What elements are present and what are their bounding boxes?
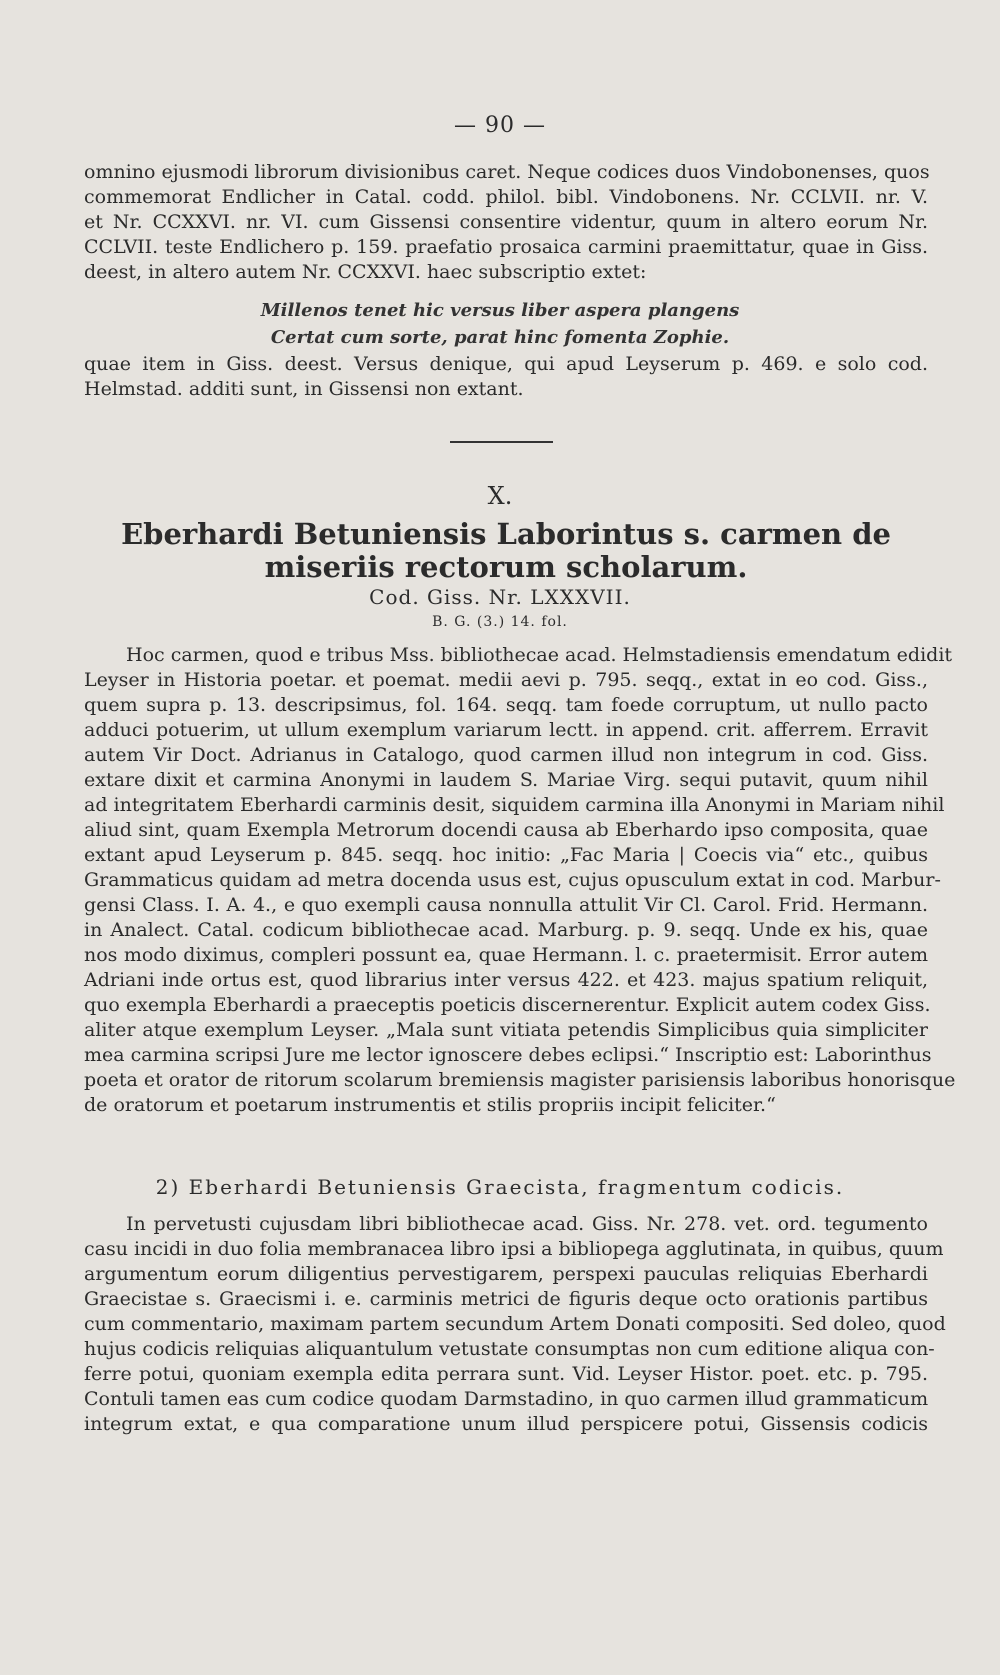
text-line: adduci potuerim, ut ullum exemplum variarum lectt. in append. crit. afferrem. Erravit <box>84 719 928 741</box>
text-line: Graecistae s. Graecismi i. e. carminis metrici de figuris deque octo orationis partibus <box>84 1288 928 1310</box>
text-line: Helmstad. additi sunt, in Gissensi non extant. <box>84 378 524 400</box>
text-line: ferre potui, quoniam exempla edita perrara sunt. Vid. Leyser Histor. poet. etc. p. 795. <box>84 1363 928 1385</box>
section-number: X. <box>487 482 513 510</box>
shelf-signature: B. G. (3.) 14. fol. <box>432 614 568 630</box>
text-line: Contuli tamen eas cum codice quodam Darmstadino, in quo carmen illud grammaticum <box>84 1388 929 1410</box>
paragraph-top <box>84 160 928 285</box>
text-line: poeta et orator de ritorum scolarum bremiensis magister parisiensis laboribus honorisque <box>84 1069 956 1091</box>
text-line: CCLVII. teste Endlichero p. 159. praefatio prosaica carmini praemittatur, quae in Giss. <box>84 236 928 258</box>
verse-line-1: Millenos tenet hic versus liber aspera plangens <box>260 300 740 321</box>
text-line: quem supra p. 13. descripsimus, fol. 164. seqq. tam foede corruptum, ut nullo pacto <box>84 694 928 716</box>
paragraph-last <box>84 1212 946 1437</box>
text-line: Leyser in Historia poetar. et poemat. medii aevi p. 795. seqq., extat in eo cod. Giss., <box>84 669 928 691</box>
text-line: et Nr. CCXXVI. nr. VI. cum Gissensi consentire videntur, quum in altero eorum Nr. <box>84 211 928 233</box>
text-line: Adriani inde ortus est, quod librarius inter versus 422. et 423. majus spatium reliquit, <box>84 969 928 991</box>
text-line: autem Vir Doct. Adrianus in Catalogo, quod carmen illud non integrum in cod. Giss. <box>84 744 928 766</box>
codex-reference: Cod. Giss. Nr. LXXXVII. <box>369 585 631 609</box>
text-line: quo exempla Eberhardi a praeceptis poeticis discernerentur. Explicit autem codex Giss. <box>84 994 931 1016</box>
text-line: in Analect. Catal. codicum bibliothecae acad. Marburg. p. 9. seqq. Unde ex his, quae <box>84 919 928 941</box>
paragraph-main <box>84 643 956 1118</box>
subsection-title: 2) Eberhardi Betuniensis Graecista, fragmentum codicis. <box>155 1175 845 1199</box>
text-line: integrum extat, e qua comparatione unum illud perspicere potui, Gissensis codicis <box>84 1413 928 1435</box>
text-line: hujus codicis reliquias aliquantulum vetustate consumptas non cum editione aliqua con- <box>84 1338 935 1360</box>
text-line: cum commentario, maximam partem secundum Artem Donati compositi. Sed doleo, quod <box>84 1313 946 1335</box>
text-line: extare dixit et carmina Anonymi in laudem S. Mariae Virg. sequi putavit, quum nihil <box>84 769 928 791</box>
verse-line-2: Certat cum sorte, parat hinc fomenta Zophie. <box>270 327 730 348</box>
section-title: Eberhardi Betuniensis Laborintus s. carmen de miseriis rectorum scholarum. <box>121 517 891 584</box>
text-line: Grammaticus quidam ad metra docenda usus est, cujus opusculum extat in cod. Marbur- <box>84 869 941 891</box>
text-line: ad integritatem Eberhardi carminis desit, siquidem carmina illa Anonymi in Mariam nihil <box>84 794 945 816</box>
text-line: commemorat Endlicher in Catal. codd. philol. bibl. Vindobonens. Nr. CCLVII. nr. V. <box>84 186 928 208</box>
text-line: mea carmina scripsi Jure me lector ignoscere debes eclipsi.“ Inscriptio est: Laborinthus <box>84 1044 932 1066</box>
text-line: aliter atque exemplum Leyser. „Mala sunt vitiata petendis Simplicibus quia simpliciter <box>84 1019 928 1041</box>
section-divider <box>450 441 553 443</box>
text-line: gensi Class. I. A. 4., e quo exempli causa nonnulla attulit Vir Cl. Carol. Frid. Hermann. <box>84 894 928 916</box>
paragraph-after-verse <box>84 352 928 402</box>
text-line: casu incidi in duo folia membranacea libro ipsi a bibliopega agglutinata, in quibus, quum <box>84 1238 944 1260</box>
text-line: nos modo diximus, compleri possunt ea, quae Hermann. l. c. praetermisit. Error autem <box>84 944 928 966</box>
text-line: extant apud Leyserum p. 845. seqq. hoc initio: „Fac Maria | Coecis via“ etc., quibus <box>84 844 928 866</box>
text-line: deest, in altero autem Nr. CCXXVI. haec subscriptio extet: <box>84 261 647 283</box>
text-line: aliud sint, quam Exempla Metrorum docendi causa ab Eberhardo ipso composita, quae <box>84 819 928 841</box>
page-number: — 90 — <box>454 113 546 138</box>
text-line: In pervetusti cujusdam libri bibliothecae acad. Giss. Nr. 278. vet. ord. tegumento <box>126 1213 928 1235</box>
text-line: de oratorum et poetarum instrumentis et stilis propriis incipit feliciter.“ <box>84 1094 776 1116</box>
text-line: omnino ejusmodi librorum divisionibus caret. Neque codices duos Vindobonenses, quos <box>84 161 930 183</box>
text-line: quae item in Giss. deest. Versus denique, qui apud Leyserum p. 469. e solo cod. <box>84 353 928 375</box>
text-line: argumentum eorum diligentius pervestigarem, perspexi pauculas reliquias Eberhardi <box>84 1263 928 1285</box>
text-line: Hoc carmen, quod e tribus Mss. bibliothecae acad. Helmstadiensis emendatum edidit <box>126 644 953 666</box>
